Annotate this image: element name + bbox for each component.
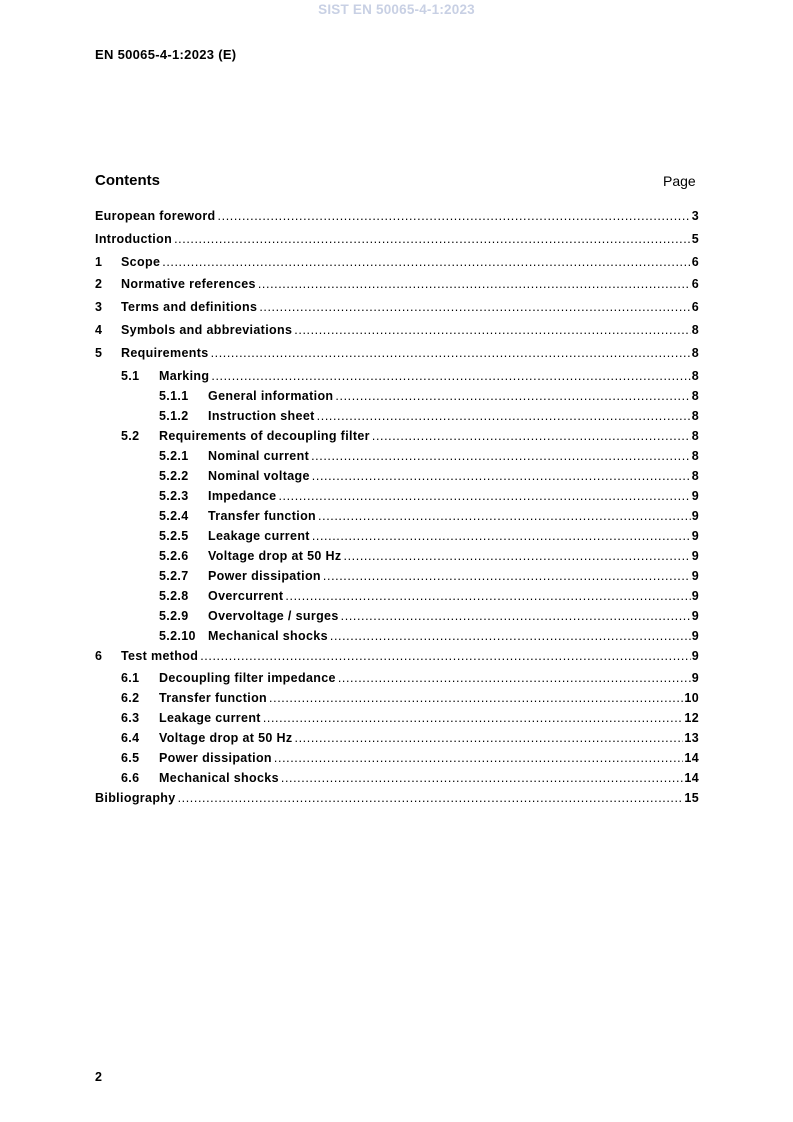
toc-entry-number: 5.2.9 xyxy=(159,608,189,623)
toc-entry[interactable] xyxy=(95,549,699,569)
toc-entry-title: Mechanical shocks xyxy=(159,771,279,786)
toc-dot-leader xyxy=(323,569,691,583)
toc-dot-leader xyxy=(211,369,690,383)
toc-entry-title: Requirements of decoupling filter xyxy=(159,428,370,443)
toc-entry-title: Terms and definitions xyxy=(121,300,258,315)
toc-entry[interactable] xyxy=(95,711,699,731)
toc-dot-leader xyxy=(218,209,691,223)
toc-entry-page: 9 xyxy=(691,588,699,603)
toc-entry[interactable] xyxy=(95,429,699,449)
watermark: SIST EN 50065-4-1:2023 xyxy=(318,2,475,17)
toc-dot-leader xyxy=(285,589,690,603)
toc-entry-page: 9 xyxy=(691,528,699,543)
toc-entry-number: 5.2.4 xyxy=(159,508,189,523)
toc-entry-page: 8 xyxy=(691,322,699,337)
toc-entry-number: 5.2 xyxy=(121,428,140,443)
toc-entry[interactable] xyxy=(95,489,699,509)
toc-entry-title: Power dissipation xyxy=(159,751,272,766)
toc-entry[interactable] xyxy=(95,323,699,346)
toc-dot-leader xyxy=(258,277,691,291)
toc-entry-page: 15 xyxy=(684,791,699,806)
toc-entry-page: 9 xyxy=(691,568,699,583)
toc-entry-number: 5.1 xyxy=(121,368,140,383)
toc-entry-title: Test method xyxy=(121,648,199,663)
toc-dot-leader xyxy=(338,671,691,685)
toc-entry[interactable] xyxy=(95,369,699,389)
toc-entry-title: Mechanical shocks xyxy=(208,628,328,643)
toc-entry-title: Overcurrent xyxy=(208,588,284,603)
toc-dot-leader xyxy=(330,629,691,643)
toc-entry-page: 8 xyxy=(691,408,699,423)
toc-entry-number: 5.1.2 xyxy=(159,408,189,423)
toc-entry-title: Power dissipation xyxy=(208,568,321,583)
toc-entry[interactable] xyxy=(95,771,699,791)
toc-entry-number: 5 xyxy=(95,345,103,360)
toc-entry-page: 12 xyxy=(684,711,699,726)
toc-entry-number: 5.2.8 xyxy=(159,588,189,603)
toc-entry-number: 6.6 xyxy=(121,771,140,786)
toc-entry-number: 3 xyxy=(95,300,103,315)
toc-dot-leader xyxy=(178,791,684,805)
toc-entry-page: 14 xyxy=(684,771,699,786)
toc-entry-page: 9 xyxy=(691,508,699,523)
toc-entry[interactable] xyxy=(95,469,699,489)
toc-entry-title: Normative references xyxy=(121,277,256,292)
toc-entry-title: Requirements xyxy=(121,345,209,360)
toc-entry-page: 9 xyxy=(691,671,699,686)
toc-dot-leader xyxy=(312,529,691,543)
toc-entry-title: European foreword xyxy=(95,209,216,223)
document-id: EN 50065-4-1:2023 (E) xyxy=(95,47,237,62)
toc-entry[interactable] xyxy=(95,209,699,232)
toc-entry-title: Leakage current xyxy=(208,528,310,543)
toc-entry-number: 1 xyxy=(95,254,103,269)
toc-entry[interactable] xyxy=(95,691,699,711)
toc-entry[interactable] xyxy=(95,589,699,609)
toc-entry-title: General information xyxy=(208,388,334,403)
toc-dot-leader xyxy=(263,711,684,725)
toc-dot-leader xyxy=(318,509,691,523)
toc-entry-page: 8 xyxy=(691,448,699,463)
toc-entry-title: Bibliography xyxy=(95,791,176,806)
toc-entry[interactable] xyxy=(95,649,699,672)
toc-entry-page: 6 xyxy=(691,254,699,269)
toc-dot-leader xyxy=(211,346,691,360)
toc-dot-leader xyxy=(278,489,690,503)
toc-entry-title: Voltage drop at 50 Hz xyxy=(159,731,293,746)
toc-entry-number: 5.2.7 xyxy=(159,568,189,583)
toc-entry-page: 8 xyxy=(691,388,699,403)
toc-dot-leader xyxy=(372,429,691,443)
toc-entry-page: 9 xyxy=(691,648,699,663)
toc-dot-leader xyxy=(294,323,690,337)
toc-entry-number: 6.4 xyxy=(121,731,140,746)
toc-entry-number: 5.2.6 xyxy=(159,548,189,563)
toc-entry-number: 5.2.3 xyxy=(159,488,189,503)
toc-entry-page: 9 xyxy=(691,628,699,643)
toc-entry-number: 5.2.5 xyxy=(159,528,189,543)
toc-entry-page: 13 xyxy=(684,731,699,746)
toc-entry-number: 6.1 xyxy=(121,671,140,686)
contents-heading: Contents xyxy=(95,172,160,189)
toc-entry[interactable] xyxy=(95,791,699,814)
toc-entry[interactable] xyxy=(95,569,699,589)
toc-dot-leader xyxy=(281,771,684,785)
toc-entry-number: 6.5 xyxy=(121,751,140,766)
toc-entry-page: 8 xyxy=(691,428,699,443)
footer-page-number: 2 xyxy=(95,1070,102,1084)
toc-entry[interactable] xyxy=(95,731,699,751)
toc-dot-leader xyxy=(344,549,691,563)
toc-entry[interactable] xyxy=(95,300,699,323)
toc-entry-number: 6.2 xyxy=(121,691,140,706)
toc-dot-leader xyxy=(317,409,691,423)
toc-entry-number: 6.3 xyxy=(121,711,140,726)
toc-entry-page: 9 xyxy=(691,608,699,623)
toc-entry-title: Scope xyxy=(121,254,161,269)
toc-entry[interactable] xyxy=(95,529,699,549)
toc-entry[interactable] xyxy=(95,346,699,369)
toc-entry-title: Symbols and abbreviations xyxy=(121,322,293,337)
toc-entry-number: 4 xyxy=(95,322,103,337)
toc-entry-page: 6 xyxy=(691,300,699,315)
toc-dot-leader xyxy=(259,300,690,314)
toc-dot-leader xyxy=(312,469,691,483)
toc-entry-page: 3 xyxy=(691,209,699,223)
toc-entry-number: 5.2.10 xyxy=(159,628,196,643)
toc-entry-page: 9 xyxy=(691,488,699,503)
toc-dot-leader xyxy=(162,255,690,269)
toc-entry-page: 6 xyxy=(691,277,699,292)
toc-dot-leader xyxy=(274,751,683,765)
toc-entry[interactable] xyxy=(95,609,699,629)
toc-entry-title: Nominal voltage xyxy=(208,468,310,483)
table-of-contents xyxy=(95,209,699,814)
toc-entry-title: Voltage drop at 50 Hz xyxy=(208,548,342,563)
toc-entry-title: Introduction xyxy=(95,231,173,246)
toc-entry-page: 10 xyxy=(684,691,699,706)
toc-entry-title: Transfer function xyxy=(208,508,317,523)
toc-entry-page: 8 xyxy=(691,345,699,360)
toc-entry-page: 8 xyxy=(691,468,699,483)
toc-entry-title: Marking xyxy=(159,368,210,383)
toc-entry[interactable] xyxy=(95,409,699,429)
toc-entry[interactable] xyxy=(95,751,699,771)
toc-entry-number: 5.2.1 xyxy=(159,448,189,463)
toc-entry[interactable] xyxy=(95,629,699,649)
toc-entry-title: Impedance xyxy=(208,488,277,503)
toc-dot-leader xyxy=(295,731,684,745)
toc-entry[interactable] xyxy=(95,255,699,278)
toc-entry-page: 9 xyxy=(691,548,699,563)
toc-entry-title: Overvoltage / surges xyxy=(208,608,339,623)
toc-entry-page: 14 xyxy=(684,751,699,766)
toc-dot-leader xyxy=(311,449,691,463)
toc-entry[interactable] xyxy=(95,449,699,469)
toc-dot-leader xyxy=(341,609,691,623)
toc-entry-number: 5.1.1 xyxy=(159,388,189,403)
toc-entry-title: Transfer function xyxy=(159,691,268,706)
toc-entry-page: 5 xyxy=(691,231,699,246)
toc-entry-number: 5.2.2 xyxy=(159,468,189,483)
toc-entry-title: Instruction sheet xyxy=(208,408,315,423)
toc-dot-leader xyxy=(174,232,691,246)
toc-dot-leader xyxy=(269,691,683,705)
toc-entry[interactable] xyxy=(95,509,699,529)
toc-entry-title: Nominal current xyxy=(208,448,310,463)
toc-entry[interactable] xyxy=(95,389,699,409)
toc-entry[interactable] xyxy=(95,671,699,691)
toc-dot-leader xyxy=(335,389,690,403)
toc-entry[interactable] xyxy=(95,277,699,300)
toc-entry-page: 8 xyxy=(691,368,699,383)
toc-entry-number: 6 xyxy=(95,648,103,663)
toc-entry-title: Leakage current xyxy=(159,711,261,726)
toc-entry[interactable] xyxy=(95,232,699,255)
toc-entry-title: Decoupling filter impedance xyxy=(159,671,336,686)
toc-dot-leader xyxy=(200,649,690,663)
toc-entry-number: 2 xyxy=(95,277,103,292)
page-column-heading: Page xyxy=(663,173,696,189)
